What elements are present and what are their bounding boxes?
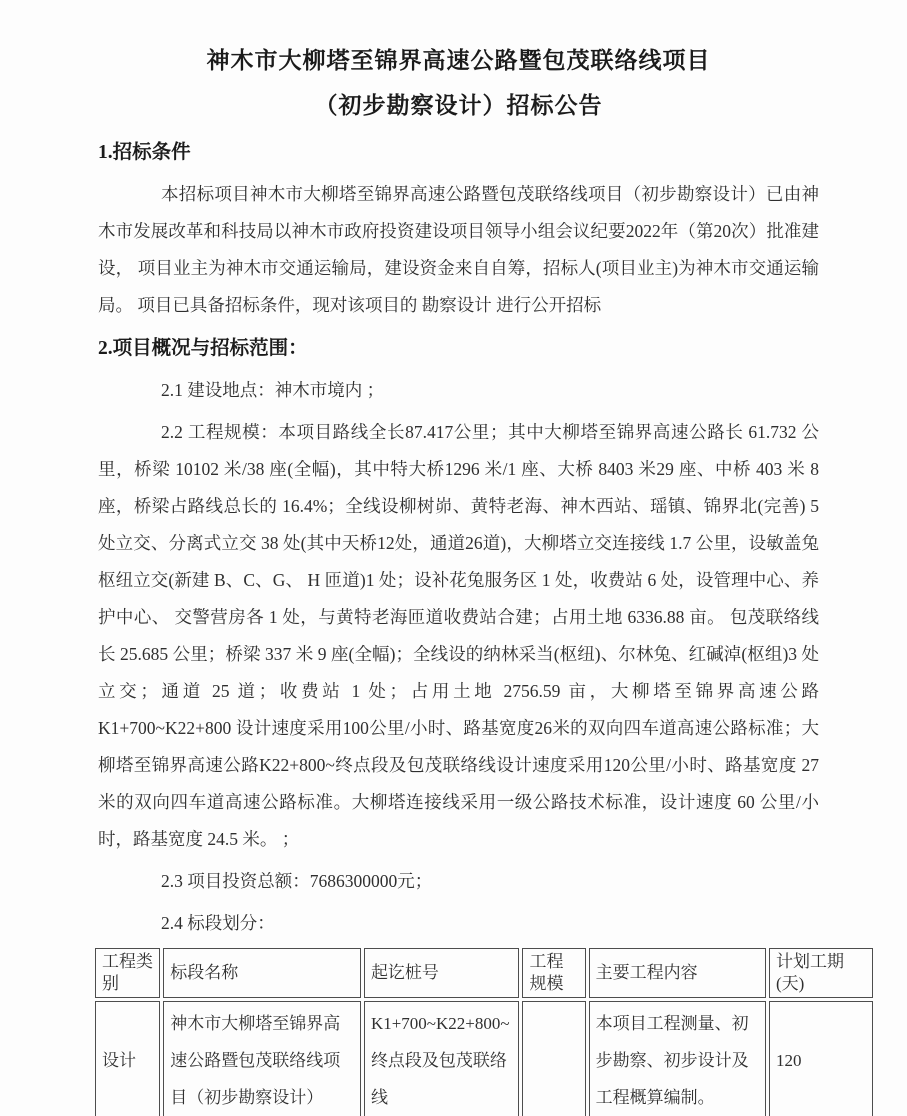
clause-2-4-segments: 2.4 标段划分： bbox=[161, 913, 275, 933]
segments-table-data-row bbox=[95, 1001, 873, 1116]
header-cell-project-scale: 工程规模 bbox=[522, 948, 585, 998]
segments-table bbox=[92, 945, 876, 1116]
header-cell-stake-range: 起讫桩号 bbox=[364, 948, 520, 998]
cell-planned-duration: 120 bbox=[769, 1001, 873, 1116]
cell-project-type: 设计 bbox=[95, 1001, 160, 1116]
document-title-line1: 神木市大柳塔至锦界高速公路暨包茂联络线项目 bbox=[206, 48, 711, 73]
cell-main-work: 本项目工程测量、初步勘察、初步设计及工程概算编制。 bbox=[589, 1001, 766, 1116]
header-cell-segment-name: 标段名称 bbox=[163, 948, 361, 998]
cell-segment-name: 神木市大柳塔至锦界高速公路暨包茂联络线项目（初步勘察设计） bbox=[163, 1001, 361, 1116]
document-header bbox=[98, 38, 819, 128]
document-title-line2: （初步勘察设计）招标公告 bbox=[314, 93, 603, 118]
section-1-paragraph: 本招标项目神木市大柳塔至锦界高速公路暨包茂联络线项目（初步勘察设计）已由神木市发展改革和科技局以神木市政府投资建设项目领导小组会议纪要2022年（第20次）批准建设， 项目业主为神木市交通运输局，建设资金来自自筹，招标人(项目业主)为神木市交通运输局。 项目已具备招标条件，现对该项目的 勘察设计 进行公开招标 bbox=[98, 184, 819, 315]
clause-2-2-scale: 2.2 工程规模：本项目路线全长87.417公里；其中大柳塔至锦界高速公路长 61.732 公里，桥梁 10102 米/38 座(全幅)，其中特大桥1296 米/1 座、大桥 8403 米29 座、中桥 403 米 8 座，桥梁占路线总长的 16.4%；全线设柳树峁、黄特老海、神木西站、瑶镇、锦界北(完善) 5 处立交、分离式立交 38 处(其中天桥12处，通道26道)，大柳塔立交连接线 1.7 公里，设敏盖兔枢纽立交(新建 B、C、G、 H 匝道)1 处；设补花兔服务区 1 处，收费站 6 处，设管理中心、养护中心、 交警营房各 1 处，与黄特老海匝道收费站合建；占用土地 6336.88 亩。 包茂联络线长 25.685 公里；桥梁 337 米 9 座(全幅)；全线设的纳林采当(枢纽)、尔林兔、红碱淖(枢组)3 处立交；通道 25 道；收费站 1 处；占用土地 2756.59 亩，大柳塔至锦界高速公路 K1+700~K22+800 设计速度采用100公里/小时、路基宽度26米的双向四车道高速公路标准；大柳塔至锦界高速公路K22+800~终点段及包茂联络线设计速度采用120公里/小时、路基宽度 27 米的双向四车道高速公路标准。大柳塔连接线采用一级公路技术标准，设计速度 60 公里/小时，路基宽度 24.5 米。 ； bbox=[98, 422, 819, 849]
clause-2-3-investment: 2.3 项目投资总额：7686300000元； bbox=[161, 871, 433, 891]
cell-stake-range: K1+700~K22+800~终点段及包茂联络线 bbox=[364, 1001, 520, 1116]
segments-table-header-row bbox=[95, 948, 873, 998]
section-2-heading: 2.项目概况与招标范围： bbox=[98, 338, 308, 359]
header-cell-project-type: 工程类别 bbox=[95, 948, 160, 998]
cell-project-scale bbox=[522, 1001, 585, 1116]
header-cell-main-work: 主要工程内容 bbox=[589, 948, 766, 998]
clause-2-1-location: 2.1 建设地点：神木市境内 ； bbox=[161, 380, 385, 400]
section-1-heading: 1.招标条件 bbox=[98, 142, 191, 163]
header-cell-planned-duration: 计划工期(天) bbox=[769, 948, 873, 998]
